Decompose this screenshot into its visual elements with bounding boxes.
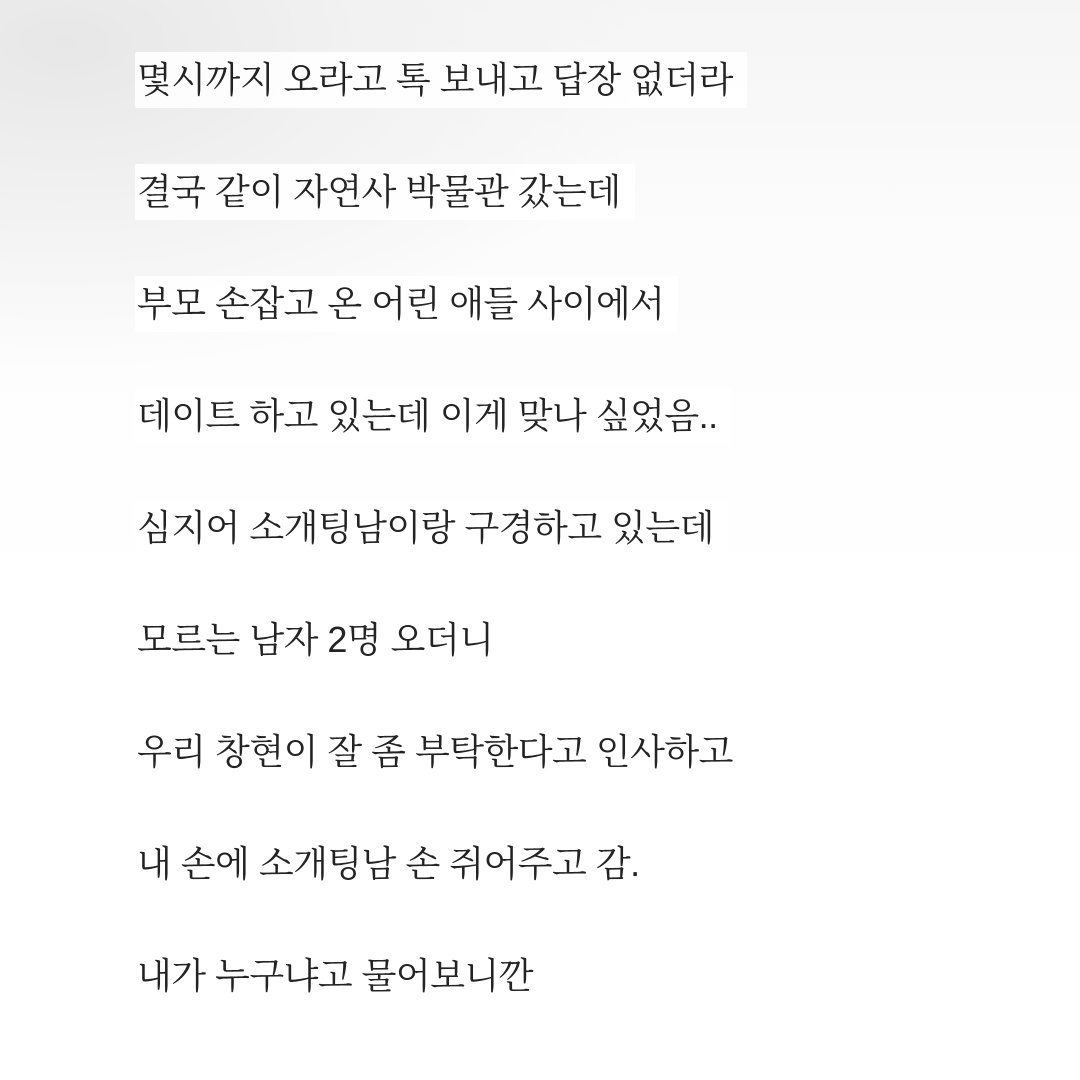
- text-line-content: 우리 창현이 잘 좀 부탁한다고 인사하고: [135, 724, 747, 780]
- text-line-content: 내가 누구냐고 물어보니깐: [135, 948, 547, 1004]
- text-line: [135, 948, 1040, 1060]
- text-line-content: 내 손에 소개팅남 손 쥐어주고 감.: [135, 836, 654, 892]
- text-line: [135, 164, 1040, 276]
- text-line-content: 몇시까지 오라고 톡 보내고 답장 없더라: [135, 52, 747, 108]
- text-line: [135, 836, 1040, 948]
- text-line-content: 부모 손잡고 온 어린 애들 사이에서: [135, 276, 678, 332]
- text-line: [135, 612, 1040, 724]
- text-line: [135, 276, 1040, 388]
- text-line-content: 심지어 소개팅남이랑 구경하고 있는데: [135, 500, 728, 556]
- text-line-content: 데이트 하고 있는데 이게 맞나 싶었음..: [135, 388, 732, 444]
- text-line: [135, 52, 1040, 164]
- text-line: [135, 724, 1040, 836]
- text-line: [135, 388, 1040, 500]
- text-line: [135, 500, 1040, 612]
- text-line-content: 모르는 남자 2명 오더니: [135, 612, 508, 668]
- text-line-content: 결국 같이 자연사 박물관 갔는데: [135, 164, 635, 220]
